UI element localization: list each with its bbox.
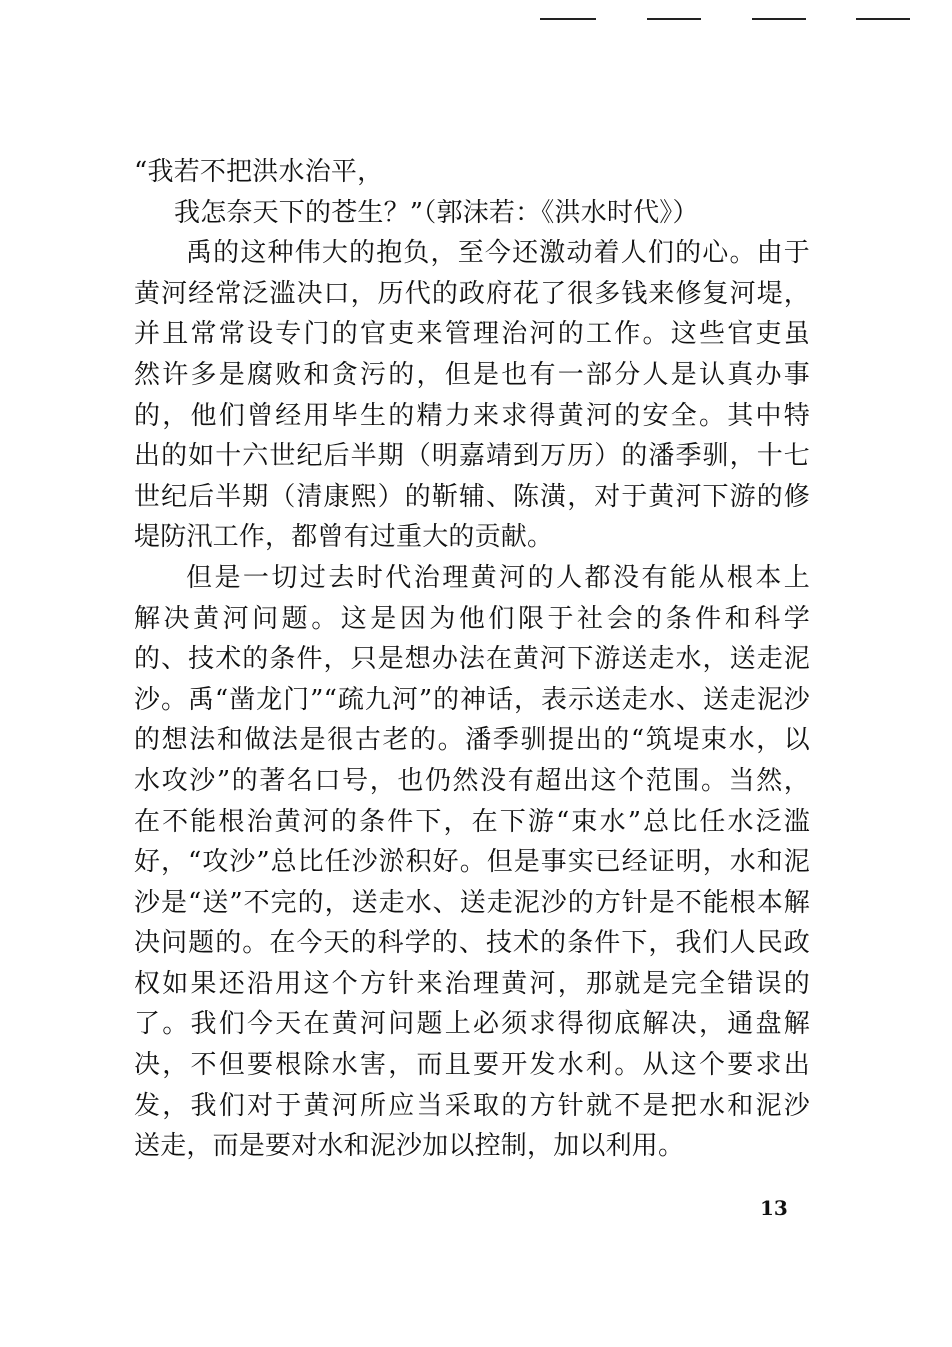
- header-rules: [540, 18, 910, 20]
- paragraph-line: 在不能根治黄河的条件下，在下游“束水”总比任水泛滥: [134, 806, 810, 837]
- paragraph-line: 世纪后半期（清康熙）的靳辅、陈潢，对于黄河下游的修: [134, 481, 810, 512]
- header-rule: [540, 18, 596, 20]
- paragraph-line: 然许多是腐败和贪污的，但是也有一部分人是认真办事: [134, 359, 810, 390]
- header-rule: [752, 18, 806, 20]
- paragraph-line: 黄河经常泛滥决口，历代的政府花了很多钱来修复河堤，: [134, 278, 810, 309]
- paragraph-line: 出的如十六世纪后半期（明嘉靖到万历）的潘季驯，十七: [134, 441, 810, 472]
- paragraph-line: 但是一切过去时代治理黄河的人都没有能从根本上: [186, 562, 810, 593]
- paragraph-line: 好，“攻沙”总比任沙淤积好。但是事实已经证明，水和泥: [134, 847, 810, 878]
- paragraph-line: 并且常常设专门的官吏来管理治河的工作。这些官吏虽: [134, 319, 810, 350]
- header-rule: [647, 18, 701, 20]
- paragraph-line: 解决黄河问题。这是因为他们限于社会的条件和科学: [134, 603, 810, 634]
- paragraph-line: 决，不但要根除水害，而且要开发水利。从这个要求出: [134, 1050, 810, 1081]
- paragraph-line: 送走，而是要对水和泥沙加以控制，加以利用。: [134, 1131, 685, 1162]
- paragraph-line: 的，他们曾经用毕生的精力来求得黄河的安全。其中特: [134, 400, 810, 431]
- paragraph-line: 的、技术的条件，只是想办法在黄河下游送走水，送走泥: [134, 644, 810, 675]
- body-text: [134, 152, 810, 1167]
- paragraph-line: 禹的这种伟大的抱负，至今还激动着人们的心。由于: [186, 238, 810, 269]
- paragraph-line: 沙是“送”不完的，送走水、送走泥沙的方针是不能根本解: [134, 887, 810, 918]
- paragraph-line: 决问题的。在今天的科学的、技术的条件下，我们人民政: [134, 928, 810, 959]
- paragraph-line: 沙。禹“凿龙门”“疏九河”的神话，表示送走水、送走泥沙: [134, 684, 810, 715]
- paragraph-line: 了。我们今天在黄河问题上必须求得彻底解决，通盘解: [134, 1009, 810, 1040]
- page-number: 13: [760, 1196, 788, 1220]
- paragraph-line: 权如果还沿用这个方针来治理黄河，那就是完全错误的: [134, 968, 810, 999]
- paragraph-line: 水攻沙”的著名口号，也仍然没有超出这个范围。当然，: [134, 765, 810, 796]
- poem-line: “我若不把洪水治平，: [134, 157, 384, 187]
- header-rule: [856, 18, 910, 20]
- poem-line: 我怎奈天下的苍生？”（郭沫若：《洪水时代》）: [174, 197, 699, 228]
- paragraph-line: 堤防汛工作，都曾有过重大的贡献。: [134, 522, 554, 553]
- paragraph-line: 发，我们对于黄河所应当采取的方针就不是把水和泥沙: [134, 1090, 810, 1121]
- paragraph-line: 的想法和做法是很古老的。潘季驯提出的“筑堤束水，以: [134, 725, 810, 756]
